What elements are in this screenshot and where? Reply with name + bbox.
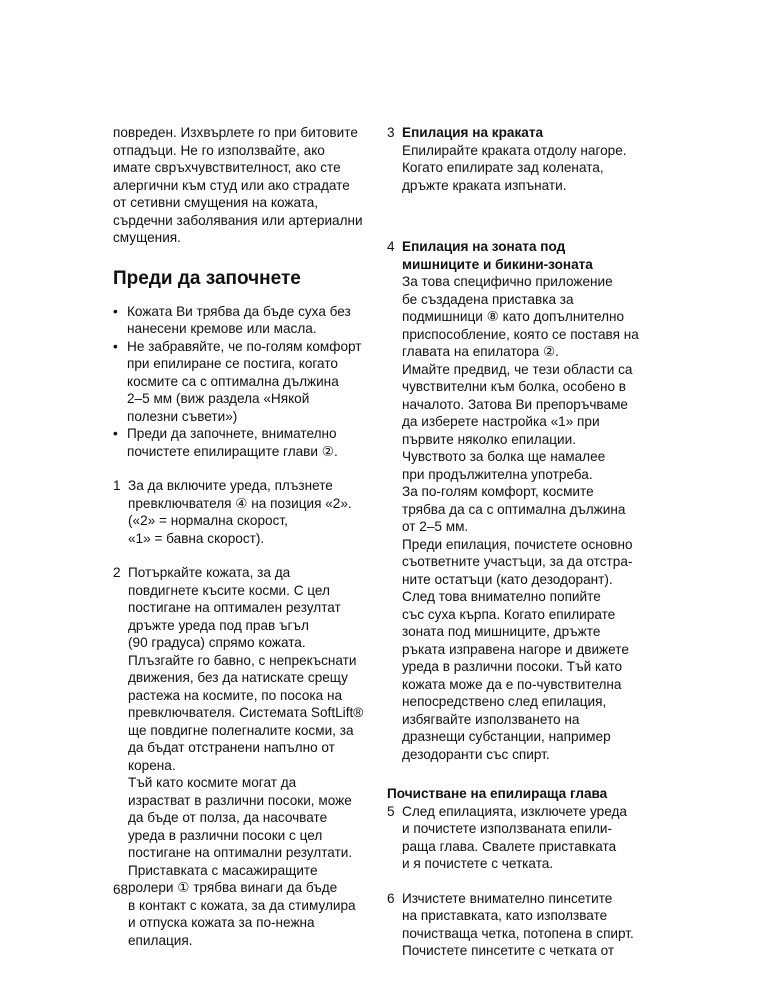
step-line: постигане на оптимални резултати. xyxy=(128,845,353,860)
step-line: постигане на оптимален резултат xyxy=(128,600,341,615)
intro-line: сърдечни заболявания или артериални xyxy=(113,212,363,228)
spacer xyxy=(113,547,371,564)
step-number: 4 xyxy=(387,239,395,254)
step-line: След епилацията, изключете уреда xyxy=(402,803,627,819)
intro-line: смущения. xyxy=(113,230,181,245)
step-line: почистваща четка, потопена в спирт. xyxy=(402,925,634,941)
bullet-line: Кожата Ви трябва да бъде суха без xyxy=(127,303,351,319)
step-line: движения, без да натискате срещу xyxy=(128,670,348,685)
step-4 xyxy=(387,238,649,763)
step-line: растежа на космите, по посока на xyxy=(128,687,343,703)
step-3 xyxy=(387,124,649,194)
step-line: Приставката с масажиращите xyxy=(128,862,318,878)
step-line: дезодоранти със спирт. xyxy=(402,746,550,762)
step-line: Изчистете внимателно пинсетите xyxy=(402,890,613,906)
step-line: (90 градуса) спрямо кожата. xyxy=(128,635,306,650)
step-line: при продължителна употреба. xyxy=(402,466,593,482)
bullet-line: полезни съвети») xyxy=(127,408,238,424)
step-line: със суха кърпа. Когато епилирате xyxy=(402,606,616,622)
bullet-line: космите са с оптимална дължина xyxy=(127,373,339,389)
step-line: За да включите уреда, плъзнете xyxy=(128,478,333,493)
step-title: Епилация на зоната под xyxy=(402,239,566,254)
intro-line: отпадъци. Не го използвайте, ако xyxy=(113,142,325,158)
bullet-icon: • xyxy=(113,338,118,354)
step-line: чувствителни към болка, особено в xyxy=(402,379,627,394)
step-title: мишниците и бикини-зоната xyxy=(402,256,593,272)
step-line: съответните участъци, за да отстра- xyxy=(402,554,633,569)
step-line: ните остатъци (като дезодорант). xyxy=(402,571,613,587)
bullet-line: при епилиране се постига, когато xyxy=(127,356,338,371)
step-number: 6 xyxy=(387,890,395,906)
bullet-icon: • xyxy=(113,303,118,319)
intro-line: имате свръхчувствителност, ако сте xyxy=(113,160,341,175)
step-line: първите няколко епилации. xyxy=(402,431,576,447)
step-line: Имайте предвид, че тези области са xyxy=(402,361,633,377)
step-line: След това внимателно попийте xyxy=(402,589,601,604)
step-line: Потъркайте кожата, за да xyxy=(128,565,291,580)
step-line: непосредствено след епилация, xyxy=(402,694,607,709)
step-line: епилация. xyxy=(128,932,193,948)
step-2 xyxy=(113,564,371,949)
step-line: «1» = бавна скорост). xyxy=(128,530,265,546)
spacer xyxy=(387,216,649,238)
step-line: да бъдат отстранени напълно от xyxy=(128,740,335,755)
step-title: Епилация на краката xyxy=(402,125,544,140)
page-number: 68 xyxy=(113,882,129,897)
step-1 xyxy=(113,477,371,547)
cleaning-heading: Почистване на епилираща глава xyxy=(387,786,608,801)
bullet-line: Преди да започнете, внимателно xyxy=(127,426,337,441)
step-line: подмишници ⑧ като допълнително xyxy=(402,309,625,324)
bullet-line: 2–5 мм (виж раздела «Някой xyxy=(127,391,310,406)
step-line: превключвателя. Системата SoftLift® xyxy=(128,705,364,720)
step-line: Почистете пинсетите с четката от xyxy=(402,943,615,958)
step-line: да бъде от полза, да насочвате xyxy=(128,810,328,825)
bullet-item xyxy=(113,303,371,338)
step-line: главата на епилатора ②. xyxy=(402,344,559,359)
step-line: бе създадена приставка за xyxy=(402,291,574,307)
step-line: Преди епилация, почистете основно xyxy=(402,536,633,552)
step-line: и я почистете с четката. xyxy=(402,856,554,871)
spacer xyxy=(387,763,649,785)
step-line: в контакт с кожата, за да стимулира xyxy=(128,897,356,913)
step-line: ролери ① трябва винаги да бъде xyxy=(128,880,338,895)
step-line: израстват в различни посоки, може xyxy=(128,792,352,808)
step-line: избягвайте използването на xyxy=(402,711,580,727)
left-column xyxy=(113,124,371,949)
step-number: 1 xyxy=(113,478,121,493)
step-6 xyxy=(387,890,649,960)
step-line: Чувството за болка ще намалее xyxy=(402,449,606,464)
step-line: от 2–5 мм. xyxy=(402,519,469,534)
bullet-item xyxy=(113,425,371,460)
bullet-item xyxy=(113,338,371,426)
step-line: раща глава. Свалете приставката xyxy=(402,838,617,854)
step-line: Тъй като космите могат да xyxy=(128,775,297,790)
intro-line: алергични към студ или ако страдате xyxy=(113,177,350,193)
step-line: повдигнете късите косми. С цел xyxy=(128,582,330,598)
step-line: зоната под мишниците, дръжте xyxy=(402,624,601,639)
step-line: ръката изправена нагоре и движете xyxy=(402,641,629,657)
step-line: да изберете настройка «1» при xyxy=(402,414,600,429)
step-line: приспособление, която се поставя на xyxy=(402,326,639,342)
step-line: на приставката, като използвате xyxy=(402,908,608,923)
step-number: 5 xyxy=(387,803,395,819)
step-line: превключвателя ④ на позиция «2». xyxy=(128,495,352,511)
step-line: и отпуска кожата за по-нежна xyxy=(128,915,315,930)
step-line: Когато епилирате зад колената, xyxy=(402,160,604,175)
step-5 xyxy=(387,803,649,873)
spacer xyxy=(387,873,649,890)
step-number: 2 xyxy=(113,565,121,580)
section-heading: Преди да започнете xyxy=(113,267,301,289)
step-line: Епилирайте краката отдолу нагоре. xyxy=(402,142,627,158)
step-line: уреда в различни посоки с цел xyxy=(128,827,323,843)
step-line: корена. xyxy=(128,757,176,773)
intro-line: повреден. Изхвърлете го при битовите xyxy=(113,125,358,140)
step-line: дръжте краката изпънати. xyxy=(402,177,567,193)
step-number: 3 xyxy=(387,125,395,140)
step-line: дразнещи субстанции, например xyxy=(402,729,611,744)
step-line: кожата може да е по-чувствителна xyxy=(402,676,622,692)
intro-paragraph xyxy=(113,124,371,247)
step-line: дръжте уреда под прав ъгъл xyxy=(128,617,309,633)
step-line: («2» = нормална скорост, xyxy=(128,513,288,528)
spacer xyxy=(113,460,371,477)
bullet-icon: • xyxy=(113,426,118,441)
bullet-line: нанесени кремове или масла. xyxy=(127,321,317,336)
step-line: трябва да са с оптимална дължина xyxy=(402,501,626,517)
step-line: началото. Затова Ви препоръчваме xyxy=(402,396,628,412)
step-line: Плъзгайте го бавно, с непрекъснати xyxy=(128,652,357,668)
step-line: За по-голям комфорт, космите xyxy=(402,484,594,499)
step-line: За това специфично приложение xyxy=(402,274,613,289)
step-line: ще повдигне полегналите косми, за xyxy=(128,722,354,738)
intro-line: от сетивни смущения на кожата, xyxy=(113,195,319,210)
step-line: уреда в различни посоки. Тъй като xyxy=(402,659,623,674)
step-line: и почистете използваната епили- xyxy=(402,821,613,836)
spacer xyxy=(387,194,649,216)
bullet-line: Не забравяйте, че по-голям комфорт xyxy=(127,338,362,354)
bullet-line: почистете епилиращите глави ②. xyxy=(127,443,338,459)
right-column xyxy=(387,124,649,960)
